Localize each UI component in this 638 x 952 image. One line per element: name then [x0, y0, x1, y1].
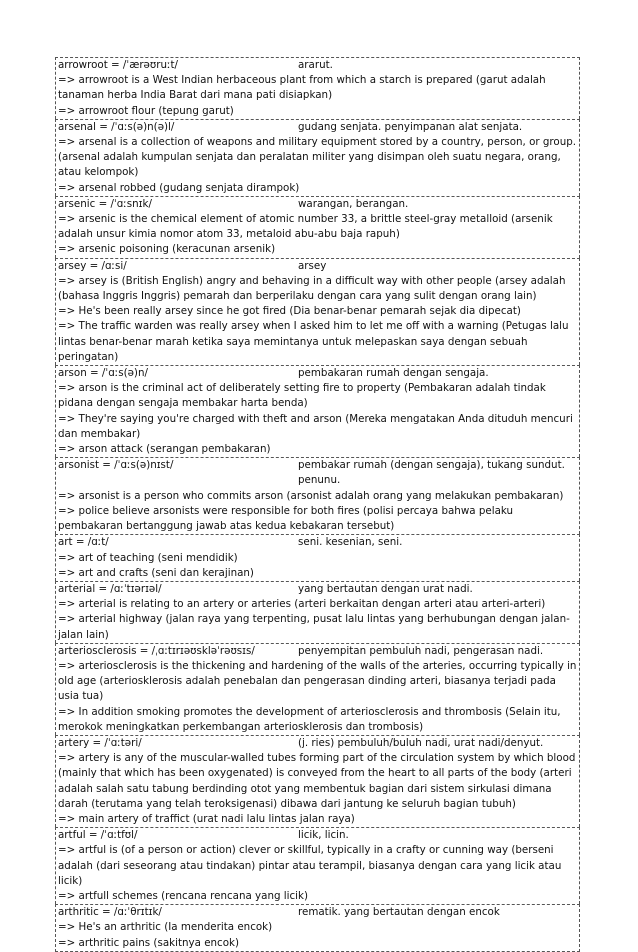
entry-example: => arteriosclerosis is the thickening and hardening of the walls of the arteries, occurring typically in old age (arteriosklerosis adalah penebalan dan pengerasan dinding arteri, biasanya terjadi pada usia tua) — [58, 659, 577, 703]
entry-term: arsenal = /ˈɑːs(ə)n(ə)l/ — [58, 120, 175, 133]
entry-headline — [58, 366, 577, 381]
entry-example: => arterial is relating to an artery or arteries (arteri berkaitan dengan arteri atau arteri-arteri) — [58, 598, 546, 611]
entry-example: => arsey is (British English) angry and behaving in a difficult way with other people (arsey adalah (bahasa Inggris Inggris) pemarah dan berperilaku dengan cara yang sulit dengan orang lain) — [58, 274, 566, 303]
dictionary-entry — [55, 643, 580, 735]
entry-example: => He's an arthritic (Ia menderita encok) — [58, 921, 273, 934]
entry-gloss: penyempitan pembuluh nadi, pengerasan nadi. — [298, 644, 544, 657]
entry-gloss: warangan, berangan. — [298, 197, 409, 210]
entry-gloss: licik, licin. — [298, 829, 349, 842]
entry-term: arsey = /ɑːsi/ — [58, 259, 127, 272]
entry-example: => police believe arsonists were responsible for both fires (polisi percaya bahwa pelaku pembakaran bertanggung jawab atas kedua kebakaran tersebut) — [58, 504, 514, 533]
entry-term: arrowroot = /ˈærəʊruːt/ — [58, 59, 178, 71]
entry-gloss: seni. kesenian, seni. — [298, 536, 403, 549]
entry-gloss: pembakar rumah (dengan sengaja), tukang sundut. penunu. — [298, 459, 565, 487]
entry-headline — [58, 535, 577, 550]
entry-headline — [58, 905, 577, 920]
entry-term: artful = /ˈɑːtfʊl/ — [58, 829, 138, 842]
entry-headline — [58, 828, 577, 843]
entry-gloss: rematik. yang bertautan dengan encok — [298, 906, 500, 919]
dictionary-entry — [55, 904, 580, 952]
entry-gloss: (j. ries) pembuluh/buluh nadi, urat nadi/denyut. — [298, 736, 544, 749]
entry-term: arteriosclerosis = /ˌɑːtɪrɪəʊskləˈrəʊsɪs/ — [58, 644, 255, 657]
dictionary-entry — [55, 258, 580, 365]
entry-term: arthritic = /ɑːˈθrɪtɪk/ — [58, 906, 162, 919]
entry-example: => arrowroot is a West Indian herbaceous plant from which a starch is prepared (garut adalah tanaman herba India Barat dari mana pati disiapkan) — [58, 74, 546, 102]
entry-term: arsonist = /ˈɑːs(ə)nɪst/ — [58, 459, 174, 472]
entry-example: => main artery of traffict (urat nadi lalu lintas jalan raya) — [58, 812, 355, 825]
entry-example: => artery is any of the muscular-walled tubes forming part of the circulation system by which blood (mainly that which has been oxygenated) is conveyed from the heart to all parts of the body (arteri adalah salah satu tabung berdinding otot yang membentuk bagian dari sistem sirkulasi dimana darah (terutama yang telah teroksigenasi) dibawa dari jantung ke seluruh bagian tubuh) — [58, 752, 576, 810]
entry-term: art = /ɑːt/ — [58, 536, 109, 549]
entry-example: => art of teaching (seni mendidik) — [58, 551, 238, 564]
entry-headline — [58, 197, 577, 212]
entry-example: => arrowroot flour (tepung garut) — [58, 104, 234, 117]
entry-example: => arson attack (serangan pembakaran) — [58, 443, 271, 456]
entry-term: artery = /ˈɑːtəri/ — [58, 736, 142, 749]
entry-example: => He's been really arsey since he got fired (Dia benar-benar pemarah sejak dia dipecat) — [58, 305, 521, 318]
entry-example: => arsenic is the chemical element of atomic number 33, a brittle steel-gray metalloid (arsenik adalah unsur kimia nomor atom 33, metaloid abu-abu baja rapuh) — [58, 213, 553, 241]
entry-headline — [58, 58, 577, 73]
entry-example: => arterial highway (jalan raya yang terpenting, pusat lalu lintas yang berhubungan dengan jalan-jalan lain) — [58, 613, 570, 641]
dictionary-entry — [55, 196, 580, 258]
entry-gloss: yang bertautan dengan urat nadi. — [298, 582, 473, 595]
entry-example: => artful is (of a person or action) clever or skillful, typically in a crafty or cunning way (berseni adalah (dari seseorang atau tindakan) pintar atau terampil, biasanya dengan cara yang licik atau licik) — [58, 844, 562, 887]
entry-example: => arsenic poisoning (keracunan arsenik) — [58, 243, 276, 256]
dictionary-entry — [55, 365, 580, 457]
entry-example: => arsonist is a person who commits arson (arsonist adalah orang yang melakukan pembakaran) — [58, 489, 564, 502]
entry-gloss: gudang senjata. penyimpanan alat senjata. — [298, 120, 523, 133]
entry-gloss: pembakaran rumah dengan sengaja. — [298, 367, 489, 380]
entry-example: => They're saying you're charged with theft and arson (Mereka mengatakan Anda dituduh mencuri dan membakar) — [58, 412, 573, 440]
entry-example: => art and crafts (seni dan kerajinan) — [58, 566, 254, 579]
entry-term: arsenic = /ˈɑːsnɪk/ — [58, 197, 152, 210]
dictionary-page — [55, 57, 580, 952]
dictionary-entry — [55, 827, 580, 904]
entry-headline — [58, 644, 577, 659]
entry-example: => The traffic warden was really arsey when I asked him to let me off with a warning (Petugas lalu lintas benar-benar marah ketika saya memintanya untuk melepaskan saya dengan sebuah peringatan) — [58, 320, 569, 363]
entry-headline — [58, 259, 577, 274]
entry-example: => In addition smoking promotes the development of arteriosclerosis and thrombosis (Selain itu, merokok meningkatkan perkembangan arteriosklerosis dan trombosis) — [58, 705, 561, 733]
entry-example: => arsenal robbed (gudang senjata dirampok) — [58, 181, 300, 194]
dictionary-entry — [55, 457, 580, 534]
entry-gloss: ararut. — [298, 59, 333, 71]
entry-example: => arson is the criminal act of deliberately setting fire to property (Pembakaran adalah tindak pidana dengan sengaja membakar harta benda) — [58, 382, 546, 410]
entry-example: => arsenal is a collection of weapons and military equipment stored by a country, person, or group. (arsenal adalah kumpulan senjata dan peralatan militer yang disimpan oleh suatu negara, orang, atau kelompok) — [58, 136, 577, 179]
dictionary-entry — [55, 581, 580, 643]
entry-gloss: arsey — [298, 259, 327, 272]
entry-example: => artfull schemes (rencana rencana yang licik) — [58, 889, 309, 902]
dictionary-entry — [55, 119, 580, 196]
dictionary-entry — [55, 735, 580, 827]
entry-headline — [58, 736, 577, 751]
entry-term: arson = /ˈɑːs(ə)n/ — [58, 367, 148, 380]
entry-headline — [58, 120, 577, 135]
dictionary-entry — [55, 534, 580, 581]
entry-example: => arthritic pains (sakitnya encok) — [58, 936, 239, 949]
entry-term: arterial = /ɑːˈtɪərɪəl/ — [58, 582, 162, 595]
entry-headline — [58, 458, 577, 488]
dictionary-entry — [55, 57, 580, 119]
entry-headline — [58, 582, 577, 597]
